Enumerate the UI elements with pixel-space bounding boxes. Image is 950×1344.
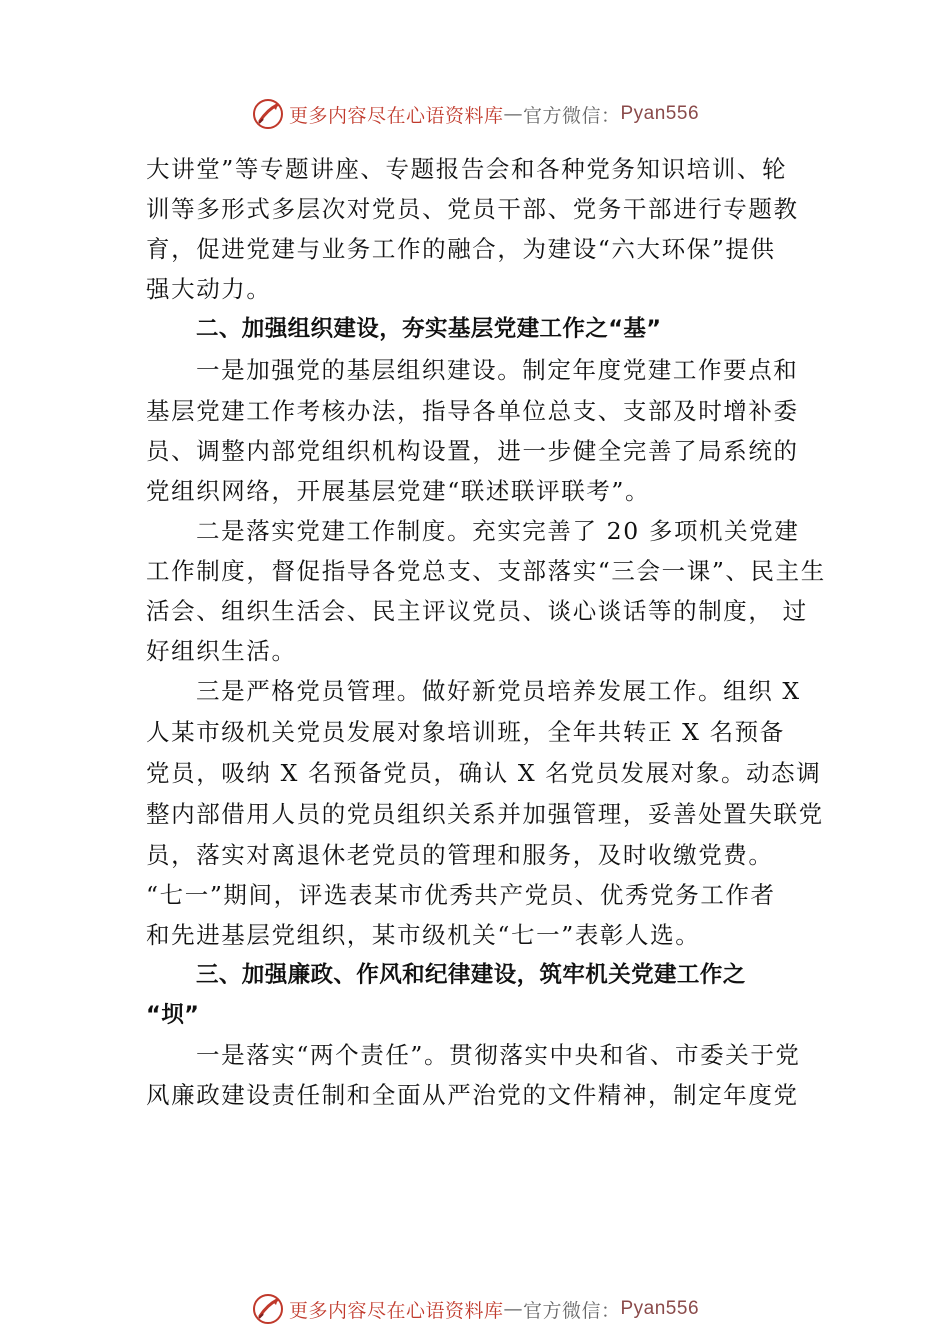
body-line: 整内部借用人员的党员组织关系并加强管理，妥善处置失联党: [146, 800, 824, 828]
body-line: 训等多形式多层次对党员、党员干部、党务干部进行专题教: [146, 195, 799, 223]
body-line: 党组织网络，开展基层党建“联述联评联考”。: [146, 477, 651, 505]
banner-site-text: 更多内容尽在心语资料库: [288, 1299, 504, 1322]
banner-separator: —: [503, 103, 523, 125]
section-heading-continued: “坝”: [146, 1002, 200, 1028]
body-line: 风廉政建设责任制和全面从严治党的文件精神，制定年度党: [146, 1081, 799, 1109]
body-line: 二是落实党建工作制度。充实完善了 20 多项机关党建: [196, 517, 800, 545]
body-line: 人某市级机关党员发展对象培训班，全年共转正 X 名预备: [146, 718, 785, 746]
footer-banner: [0, 1289, 950, 1329]
body-line: “七一”期间，评选表某市优秀共产党员、优秀党务工作者: [146, 881, 776, 909]
body-line: 员、调整内部党组织机构设置，进一步健全完善了局系统的: [146, 437, 799, 465]
body-line: 好组织生活。: [146, 637, 297, 665]
section-heading: 三、加强廉政、作风和纪律建设，筑牢机关党建工作之: [196, 962, 746, 988]
body-line: 活会、组织生活会、民主评议党员、谈心谈话等的制度， 过: [146, 597, 808, 625]
body-line: 育，促进党建与业务工作的融合，为建设“六大环保”提供: [146, 235, 776, 263]
document-body: [146, 149, 826, 1115]
body-line: 员，落实对离退休老党员的管理和服务，及时收缴党费。: [146, 841, 774, 869]
body-line: 和先进基层党组织，某市级机关“七一”表彰人选。: [146, 921, 701, 949]
banner-site-text: 更多内容尽在心语资料库: [288, 104, 504, 127]
banner-wechat-id: Pyan556: [620, 103, 700, 124]
body-line: 一是加强党的基层组织建设。制定年度党建工作要点和: [196, 356, 799, 384]
banner-separator: —: [503, 1298, 523, 1320]
banner-wechat-label: 官方微信：: [522, 1299, 621, 1322]
section-heading: 二、加强组织建设，夯实基层党建工作之“基”: [196, 316, 662, 342]
banner-wechat-id: Pyan556: [620, 1298, 700, 1319]
banner-wechat-label: 官方微信：: [522, 104, 621, 127]
header-banner: [0, 94, 950, 134]
pen-logo-icon: [251, 97, 285, 131]
body-line: 一是落实“两个责任”。贯彻落实中央和省、市委关于党: [196, 1041, 801, 1069]
pen-logo-icon: [251, 1292, 285, 1326]
body-line: 基层党建工作考核办法，指导各单位总支、支部及时增补委: [146, 397, 799, 425]
body-line: 党员，吸纳 X 名预备党员，确认 X 名党员发展对象。动态调: [146, 759, 822, 787]
body-line: 强大动力。: [146, 275, 272, 303]
body-line: 工作制度，督促指导各党总支、支部落实“三会一课”、民主生: [146, 557, 826, 585]
body-line: 三是严格党员管理。做好新党员培养发展工作。组织 X: [196, 677, 801, 705]
body-line: 大讲堂”等专题讲座、专题报告会和各种党务知识培训、轮: [146, 155, 788, 183]
